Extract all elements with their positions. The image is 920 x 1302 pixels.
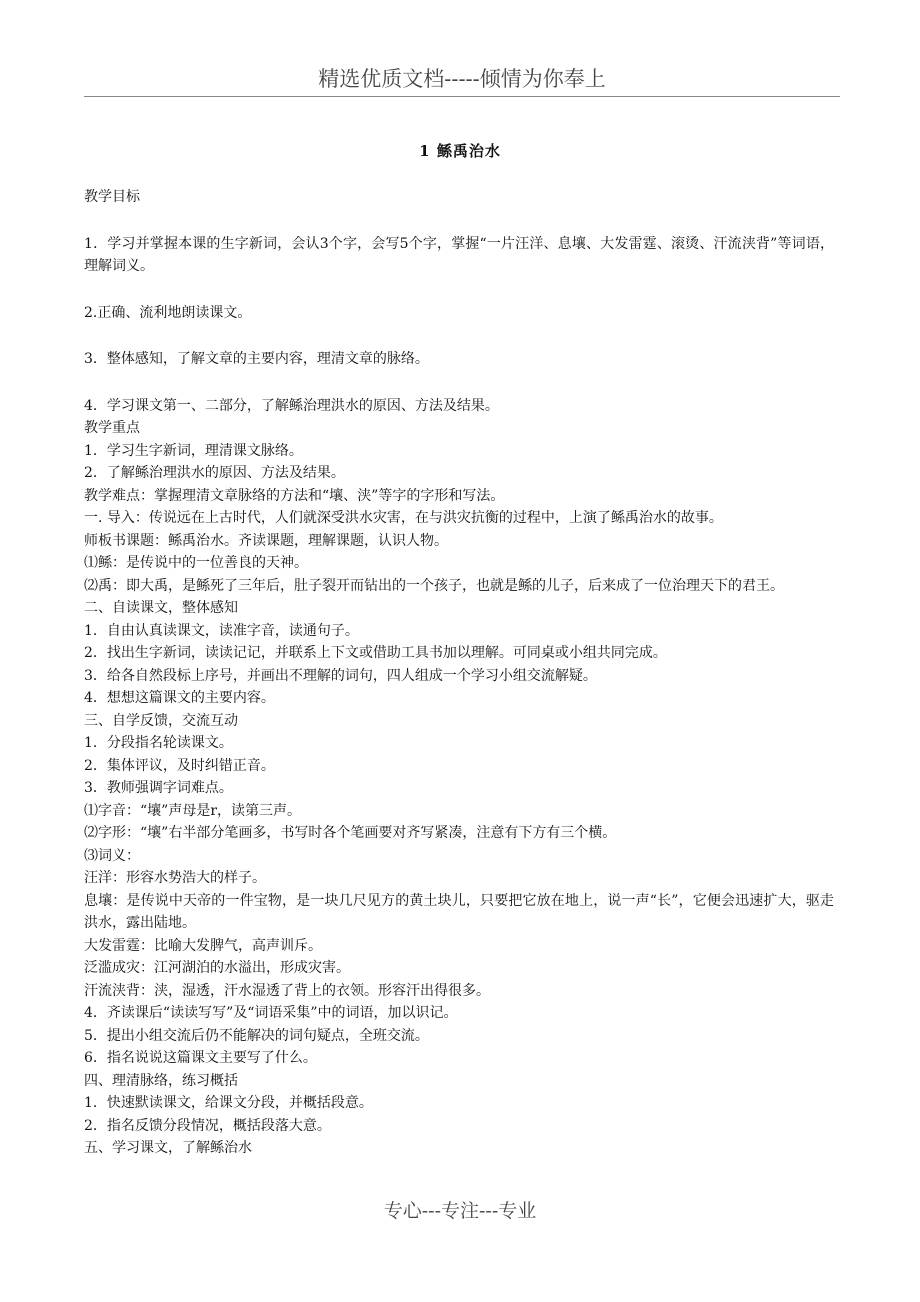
- page-footer: [0, 1196, 920, 1223]
- text-line: 2．指名反馈分段情况，概括段落大意。: [84, 1117, 331, 1134]
- text-line: 3．教师强调字词难点。: [84, 780, 233, 796]
- footer-text: 专心---专注---专业: [383, 1200, 537, 1222]
- text-line: 4．齐读课后“读读写写”及“词语采集”中的词语，加以识记。: [84, 1005, 458, 1021]
- goal-item: 2.正确、流利地朗读课文。: [84, 304, 252, 321]
- goals-heading: 教学目标: [84, 189, 140, 205]
- goal-item: 1．学习并掌握本课的生字新词，会认3个字，会写5个字，掌握“一片汪洋、息壤、大发雷霆、滚烫、汗流浃背”等词语，理解词义。: [84, 235, 834, 274]
- section-heading: 二、自读课文，整体感知: [84, 600, 238, 616]
- text-line: 师板书课题：鲧禹治水。齐读课题，理解课题，认识人物。: [84, 532, 448, 549]
- difficulty-line: 教学难点：掌握理清文章脉络的方法和“壤、浃”等字的字形和写法。: [84, 487, 505, 504]
- header-text: 精选优质文档-----倾情为你奉上: [318, 67, 606, 91]
- text-line: 1．学习生字新词，理清课文脉络。: [84, 442, 303, 459]
- text-line: 息壤：是传说中天帝的一件宝物，是一块几尺见方的黄土块儿，只要把它放在地上，说一声“长”，它便会迅速扩大，驱走洪水，露出陆地。: [84, 892, 834, 931]
- text-line: 1．自由认真读课文，读准字音，读通句子。: [84, 622, 359, 639]
- text-line: 3．给各自然段标上序号，并画出不理解的词句，四人组成一个学习小组交流解疑。: [84, 667, 597, 684]
- text-line: 2．了解鲧治理洪水的原因、方法及结果。: [84, 465, 345, 481]
- text-line: ⑵字形：“壤”右半部分笔画多，书写时各个笔画要对齐写紧凑，注意有下方有三个横。: [84, 825, 617, 841]
- text-line: 大发雷霆：比喻大发脾气，高声训斥。: [84, 937, 322, 954]
- page-header: [84, 64, 840, 97]
- text-line: 1．快速默读课文，给课文分段，并概括段意。: [84, 1095, 373, 1111]
- text-line: 汗流浃背：浃，湿透，汗水湿透了背上的衣领。形容汗出得很多。: [84, 982, 490, 999]
- document-body: [84, 186, 834, 1160]
- section-heading: 三、自学反馈，交流互动: [84, 712, 238, 729]
- text-line: 2．集体评议，及时纠错正音。: [84, 757, 275, 774]
- text-line: ⑴鲧：是传说中的一位善良的天神。: [84, 555, 308, 571]
- text-line: 6．指名说说这篇课文主要写了什么。: [84, 1050, 317, 1066]
- goal-item: 4．学习课文第一、二部分，了解鲧治理洪水的原因、方法及结果。: [84, 397, 499, 414]
- text-line: 5．提出小组交流后仍不能解决的词句疑点，全班交流。: [84, 1027, 429, 1044]
- section-heading: 四、理清脉络，练习概括: [84, 1072, 238, 1089]
- section-intro: 一. 导入：传说远在上古时代，人们就深受洪水灾害，在与洪灾抗衡的过程中，上演了鲧禹治水的故事。: [84, 510, 723, 526]
- text-line: 4．想想这篇课文的主要内容。: [84, 690, 275, 706]
- text-line: ⑴字音：“壤”声母是r，读第三声。: [84, 802, 302, 819]
- text-line: 2．找出生字新词，读读记记，并联系上下文或借助工具书加以理解。可同桌或小组共同完成。: [84, 645, 667, 661]
- text-line: 泛滥成灾：江河湖泊的水溢出，形成灾害。: [84, 960, 350, 976]
- lesson-title: 1 鲧禹治水: [419, 142, 501, 160]
- text-line: 1．分段指名轮读课文。: [84, 735, 233, 751]
- section-heading: 五、学习课文，了解鲧治水: [84, 1140, 252, 1156]
- key-points-heading: 教学重点: [84, 420, 140, 436]
- goal-item: 3．整体感知，了解文章的主要内容，理清文章的脉络。: [84, 351, 429, 367]
- text-line: ⑵禹：即大禹，是鲧死了三年后，肚子裂开而钻出的一个孩子，也就是鲧的儿子，后来成了一位治理天下的君王。: [84, 577, 784, 594]
- text-line: 汪洋：形容水势浩大的样子。: [84, 870, 266, 886]
- text-line: ⑶词义：: [84, 847, 140, 864]
